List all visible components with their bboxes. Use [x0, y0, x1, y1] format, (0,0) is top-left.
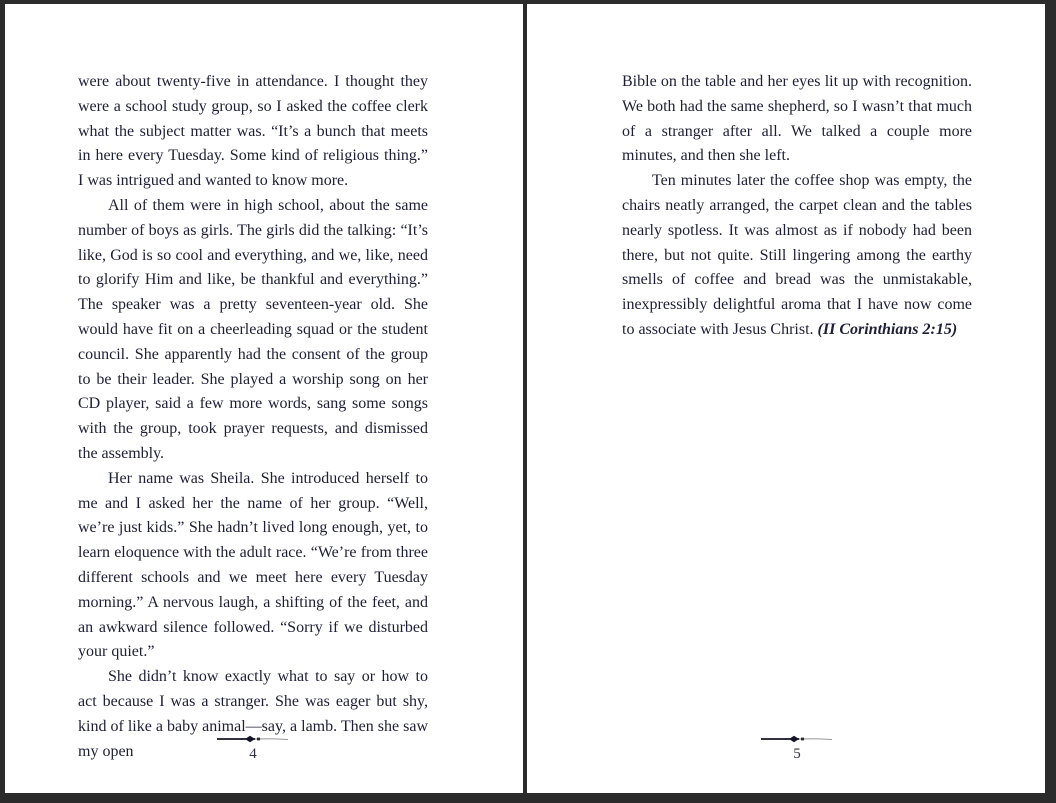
page-number: 5 [793, 746, 801, 762]
page-number: 4 [249, 746, 257, 762]
body-paragraph: Bible on the table and her eyes lit up with recognition. We both had the same shepherd, so I wasn’t that much of a stranger after all. We talked a couple more minutes, and then she left. [622, 73, 972, 165]
right-page-footer [622, 734, 972, 763]
divider-ornament-icon [759, 734, 835, 744]
body-paragraph: All of them were in high school, about the same number of boys as girls. The girls did the talking: “It’s like, God is so cool and everything, and we, like, need to glorify Him and like, be thankful and everything.” The speaker was a pretty seventeen-year old. She would have fit on a cheerleading squad or the student council. She apparently had the consent of the group to be their leader. She played a worship song on her CD player, said a few more words, sang some songs with the group, took prayer requests, and dismissed the assembly. [78, 196, 428, 462]
left-page-text-block [78, 70, 428, 764]
body-paragraph [622, 169, 972, 343]
frame-right-edge [1045, 0, 1056, 803]
body-paragraph: She didn’t know exactly what to say or how to act because I was a stranger. She was eager but shy, kind of like a baby animal—say, a lamb. Then she saw my open [78, 668, 428, 760]
body-paragraph: were about twenty-five in attendance. I thought they were a school study group, so I asked the coffee clerk what the subject matter was. “It’s a bunch that meets in here every Tuesday. Some kind of religious thing.” I was intrigued and wanted to know more. [78, 73, 428, 190]
body-paragraph: Her name was Sheila. She introduced herself to me and I asked her the name of her group. “Well, we’re just kids.” She hadn’t lived long enough, yet, to learn eloquence with the adult race. “We’re from three different schools and we meet here every Tuesday morning.” A nervous laugh, a shifting of the feet, and an awkward silence followed. “Sorry if we disturbed your quiet.” [78, 469, 428, 661]
scripture-citation: (II Corinthians 2:15) [817, 320, 958, 338]
divider-ornament-icon [215, 734, 291, 744]
frame-bottom-edge [0, 793, 1056, 803]
paragraph-text: Ten minutes later the coffee shop was empty, the chairs neatly arranged, the carpet clean and the tables nearly spotless. It was almost as if nobody had been there, but not quite. Still lingering among the earthy smells of coffee and bread was the unmistakable, inexpressibly delightful aroma that I have now come to associate with Jesus Christ. [622, 172, 972, 338]
left-page-footer [78, 734, 428, 763]
right-page-text-block [622, 70, 972, 343]
